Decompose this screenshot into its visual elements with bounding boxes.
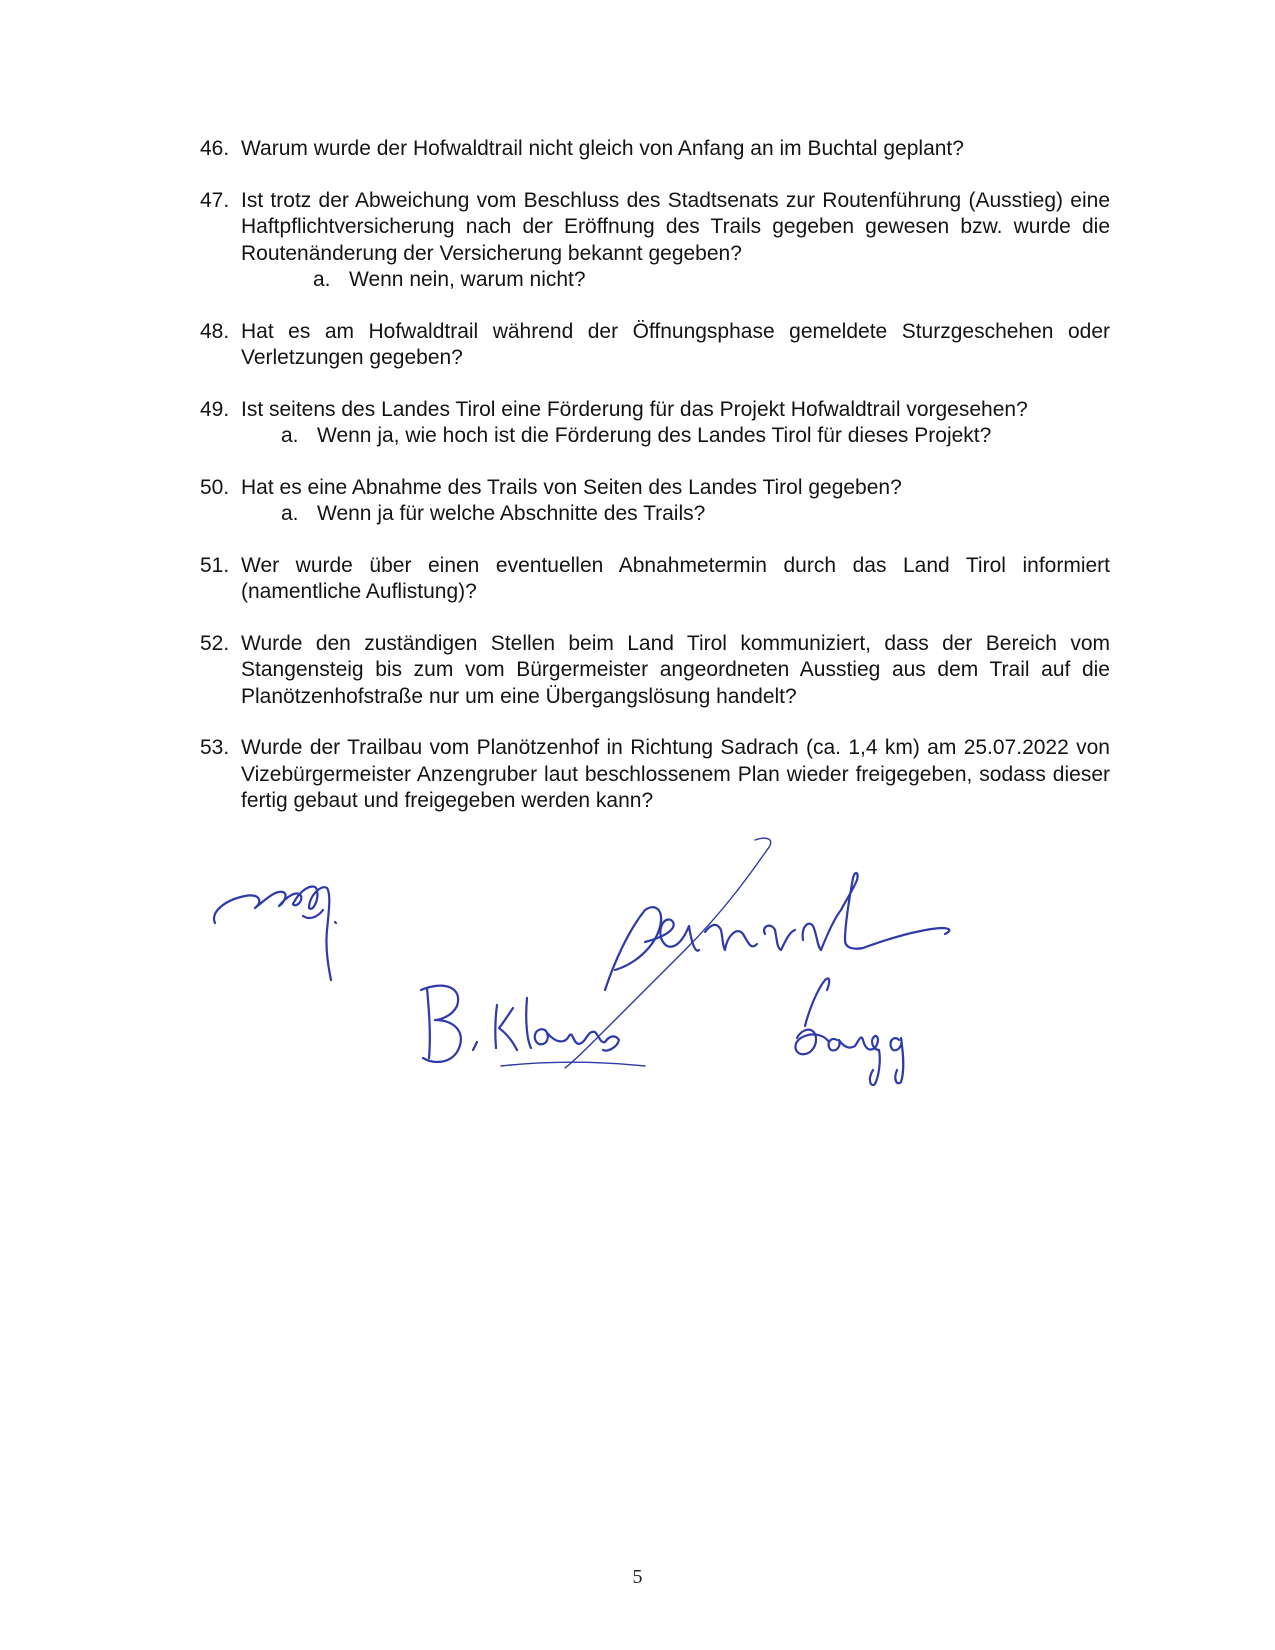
question-text: Wurde den zuständigen Stellen beim Land Tirol kommuniziert, dass der Bereich vom Stangensteig bis zum vom Bürgermeister angeordneten Ausstieg aus dem Trail auf die Planötzenhofstraße nur um eine Übergangslösung handelt? — [241, 631, 1110, 708]
question-51 — [200, 553, 1110, 606]
question-number: 50. — [200, 475, 230, 499]
question-50 — [200, 475, 1110, 528]
question-number: 46. — [200, 137, 230, 160]
question-text: Warum wurde der Hofwaldtrail nicht gleich von Anfang an im Buchtal geplant? — [241, 137, 964, 160]
sub-question-text: Wenn ja für welche Abschnitte des Trails? — [317, 502, 706, 525]
question-number: 52. — [200, 631, 230, 655]
page-number: 5 — [632, 1566, 643, 1588]
signatures-drawing — [205, 830, 1005, 1150]
sub-question-letter: a. — [281, 502, 299, 525]
sub-question-text: Wenn ja, wie hoch ist die Förderung des Landes Tirol für dieses Projekt? — [317, 424, 992, 447]
question-48 — [200, 319, 1110, 372]
sub-question-text: Wenn nein, warum nicht? — [349, 268, 586, 291]
question-text: Hat es am Hofwaldtrail während der Öffnungsphase gemeldete Sturzgeschehen oder Verletzungen gegeben? — [241, 319, 1110, 369]
question-49 — [200, 397, 1110, 450]
question-52 — [200, 631, 1110, 711]
question-number: 51. — [200, 553, 230, 577]
sub-question — [281, 423, 1110, 450]
question-list — [200, 136, 1110, 840]
question-text: Wurde der Trailbau vom Planötzenhof in Richtung Sadrach (ca. 1,4 km) am 25.07.2022 von Vizebürgermeister Anzengruber laut beschlossenem Plan wieder freigegeben, sodass dieser fertig gebaut und freigegeben werden kann? — [241, 736, 1110, 812]
question-text: Wer wurde über einen eventuellen Abnahmetermin durch das Land Tirol informiert (namentliche Auflistung)? — [241, 553, 1110, 603]
sub-question-letter: a. — [281, 424, 299, 447]
signature-1 — [214, 886, 336, 980]
question-number: 53. — [200, 736, 230, 759]
question-number: 49. — [200, 397, 230, 421]
signature-3 — [565, 838, 949, 1068]
question-53 — [200, 735, 1110, 815]
signature-block — [205, 830, 1005, 1150]
question-text: Ist seitens des Landes Tirol eine Förderung für das Projekt Hofwaldtrail vorgesehen? — [241, 397, 1028, 421]
question-46 — [200, 136, 1110, 163]
question-number: 48. — [200, 319, 230, 343]
sub-question-letter: a. — [313, 268, 331, 291]
signature-2 — [421, 986, 645, 1066]
sub-question — [281, 501, 1110, 528]
question-number: 47. — [200, 188, 230, 212]
sub-question — [313, 267, 1110, 294]
question-text: Hat es eine Abnahme des Trails von Seiten des Landes Tirol gegeben? — [241, 475, 902, 499]
question-47 — [200, 188, 1110, 294]
signature-4 — [795, 978, 903, 1085]
question-text: Ist trotz der Abweichung vom Beschluss des Stadtsenats zur Routenführung (Ausstieg) eine Haftpflichtversicherung nach der Eröffnung des Trails gegeben gewesen bzw. wurde die Routenänderung der Versicherung bekannt gegeben? — [241, 188, 1110, 265]
